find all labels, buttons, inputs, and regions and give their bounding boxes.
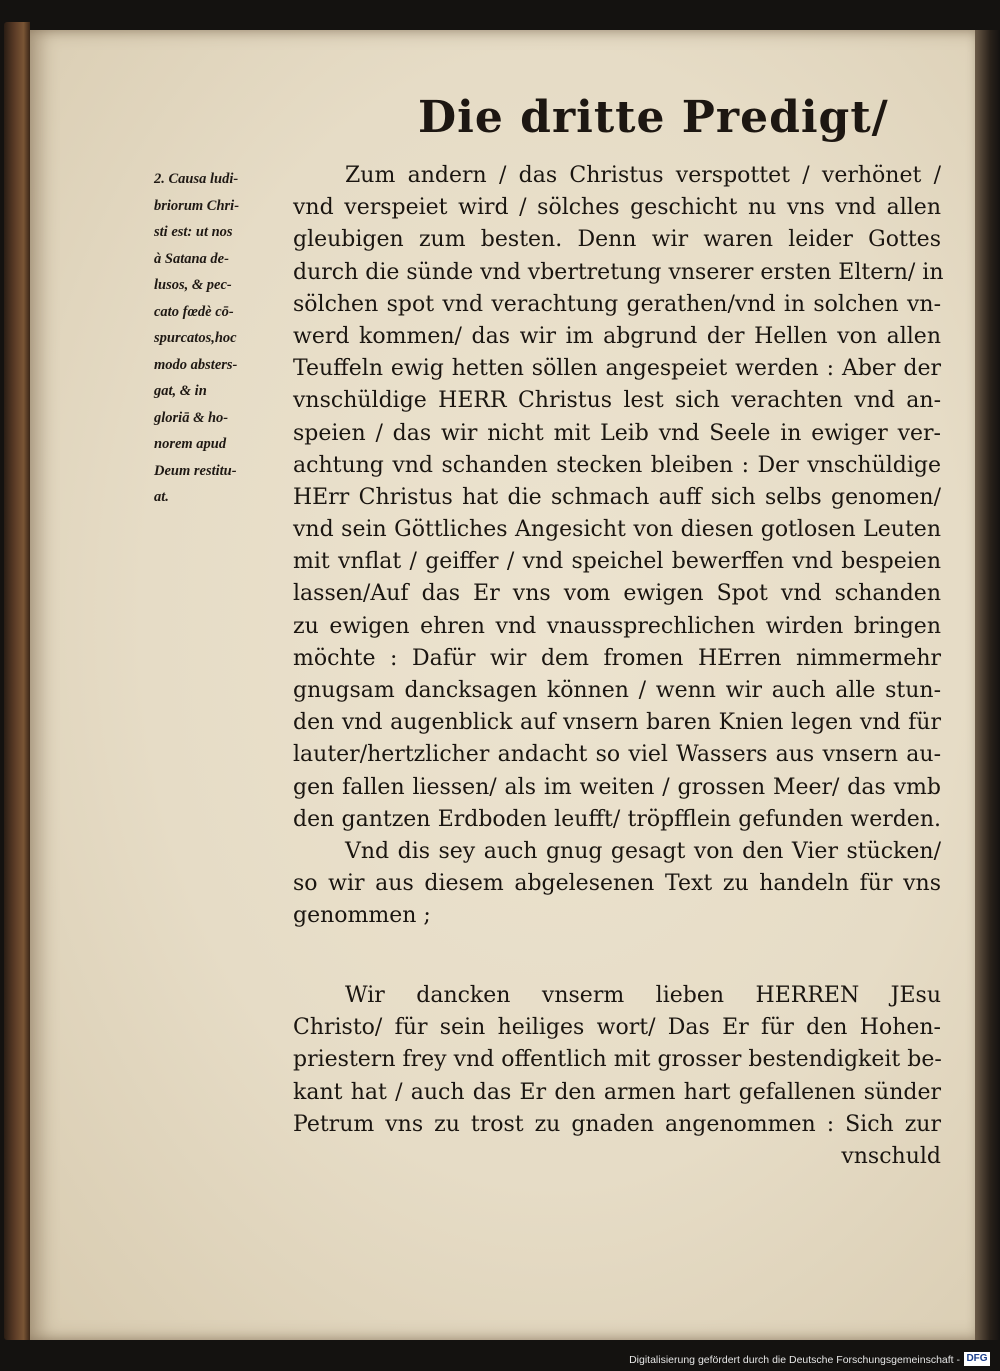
paragraph-3 <box>293 980 941 1173</box>
marginal-note-line: lusos, & pec- <box>154 277 232 293</box>
marginal-note-line: modo absters- <box>154 356 238 373</box>
digitization-credit: Digitalisierung gefördert durch die Deutsche Forschungsgemeinschaft - <box>629 1354 960 1366</box>
marginal-note-line: Deum restitu- <box>154 462 237 479</box>
text-line: priestern frey vnd offentlich mit grosser bestendigkeit be- <box>293 1047 942 1073</box>
text-line: Petrum vns zu trost zu gnaden angenommen : Sich zur <box>293 1111 941 1137</box>
text-line: gnugsam dancksagen können / wenn wir auch alle stun- <box>293 678 941 703</box>
text-line: mit vnflat / geiffer / vnd speichel bewerffen vnd bespeien <box>293 549 941 575</box>
text-line: kant hat / auch das Er den armen hart gefallenen sünder <box>293 1079 941 1105</box>
text-line: Vnd dis sey auch gnug gesagt von den Vier stücken/ <box>345 839 941 864</box>
paragraph-1 <box>293 160 944 836</box>
marginal-note-line: gat, & in <box>154 383 207 399</box>
text-line: genommen ; <box>293 903 431 929</box>
marginal-note-line: gloriā & ho- <box>154 409 229 426</box>
text-line: achtung vnd schanden stecken bleiben : Der vnschüldige <box>293 452 941 478</box>
text-line: den gantzen Erdboden leufft/ tröpfflein gefunden werden. <box>293 806 941 832</box>
text-line: vnd verspeiet wird / sölches geschicht nu vns vnd allen <box>293 195 941 221</box>
marginal-note-line: spurcatos,hoc <box>154 330 237 346</box>
text-line: gleubigen zum besten. Denn wir waren leider Gottes <box>293 227 941 253</box>
text-line: lauter/hertzlicher andacht so viel Wassers aus vnsern au- <box>293 742 941 768</box>
text-line: sölchen spot vnd verachtung gerathen/vnd in solchen vn- <box>293 291 941 317</box>
text-line: gen fallen liessen/ als im weiten / grossen Meer/ das vmb <box>293 774 941 800</box>
text-line: speien / das wir nicht mit Leib vnd Seele in ewiger ver- <box>293 420 941 446</box>
text-line: HErr Christus hat die schmach auff sich selbs genomen/ <box>293 484 941 510</box>
marginal-note <box>154 166 284 511</box>
text-line: Wir dancken vnserm lieben HERREN JEsu <box>345 983 941 1008</box>
text-line: Zum andern / das Christus verspottet / verhönet / <box>345 163 941 188</box>
marginal-note-line: norem apud <box>154 436 227 452</box>
text-line: vnd sein Göttliches Angesicht von diesen gotlosen Leuten <box>293 517 941 543</box>
text-line: vnschüldige HERR Christus lest sich verachten vnd an- <box>293 388 941 414</box>
marginal-note-line: sti est: ut nos <box>154 224 233 240</box>
text-line: Teuffeln ewig hetten söllen angespeiet werden : Aber der <box>293 356 941 382</box>
text-line: zu ewigen ehren vnd vnaussprechlichen wirden bringen <box>293 613 941 639</box>
paragraph-2 <box>293 836 941 933</box>
dfg-logo: DFG <box>964 1352 990 1366</box>
text-line: möchte : Dafür wir dem fromen HErren nimmermehr <box>293 645 941 671</box>
text-line: den vnd augenblick auf vnsern baren Knien legen vnd für <box>293 710 941 736</box>
text-line: Christo/ für sein heiliges wort/ Das Er für den Hohen- <box>293 1015 941 1041</box>
text-line: so wir aus diesem abgelesenen Text zu handeln für vns <box>293 871 941 897</box>
book-spine-edge <box>4 22 30 1340</box>
marginal-note-line: 2. Causa ludi- <box>154 171 239 187</box>
running-head: Die dritte Predigt/ <box>418 92 889 143</box>
marginal-note-line: cato fœdè cō- <box>154 303 234 320</box>
text-line: werd kommen/ das wir im abgrund der Hellen von allen <box>293 323 941 349</box>
catchword: vnschuld <box>841 1143 941 1169</box>
marginal-note-line: at. <box>154 489 169 505</box>
marginal-note-line: briorum Chri- <box>154 197 240 214</box>
marginal-note-line: à Satana de- <box>154 250 229 267</box>
text-line: durch die sünde vnd vbertretung vnserer ersten Eltern/ in <box>293 259 944 285</box>
page-edge-shadow <box>975 30 1000 1340</box>
text-line: lassen/Auf das Er vns vom ewigen Spot vnd schanden <box>293 581 941 607</box>
